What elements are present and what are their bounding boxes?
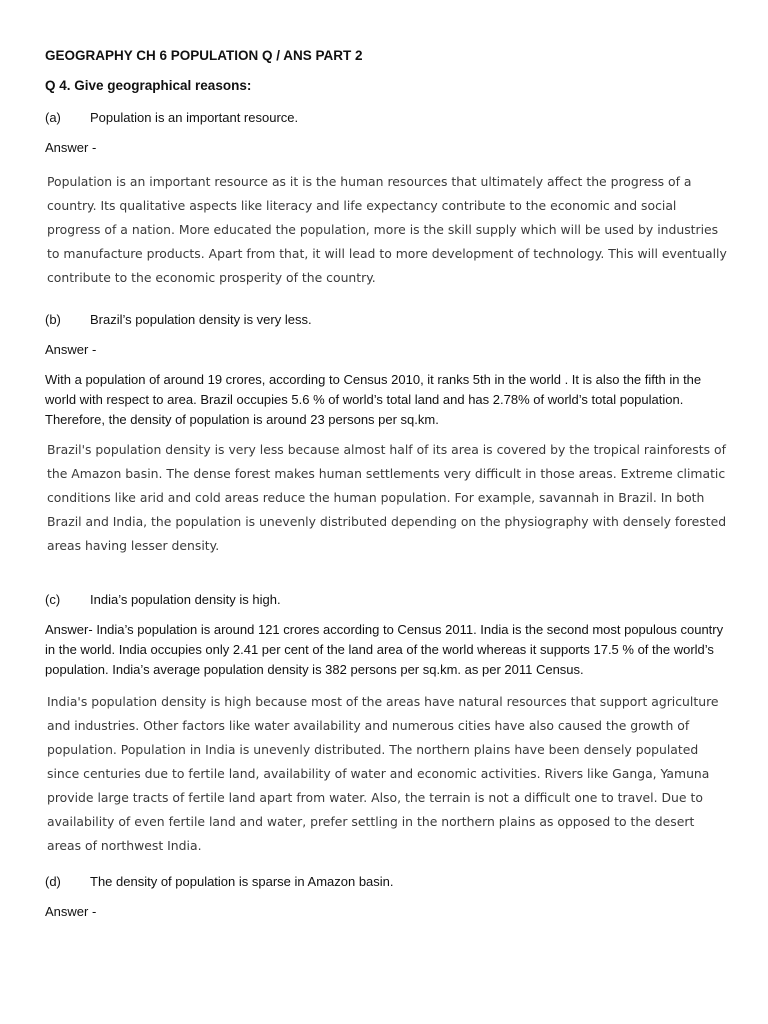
item-a-statement: Population is an important resource. [90,110,299,125]
item-c-scanned-answer: India's population density is high because most of the areas have natural resources that support agriculture and industries. Other factors like water availability and numerous cities have also caused the growth of population. Population in India is unevenly distributed. The northern plains have been densely populated since centuries due to fertile land, availability of water and economic activities. Rivers like Ganga, Yamuna provide large tracts of fertile land apart from water. Also, the terrain is not a difficult one to travel. Due to availability of even fertile land and water, prefer settling in the northern plains as opposed to the desert areas of northwest India. [47,694,719,853]
item-c-marker: (c) [45,592,61,607]
item-a-marker: (a) [45,110,61,125]
item-b-marker: (b) [45,312,61,327]
item-c [45,592,281,608]
item-d-answer-label: Answer - [45,904,97,919]
item-b-statement: Brazil’s population density is very less. [90,312,312,327]
item-a [45,110,298,126]
item-d-statement: The density of population is sparse in Amazon basin. [90,874,394,889]
item-c-answer-label: Answer- [45,622,93,637]
item-a-answer-label: Answer - [45,140,97,155]
item-b [45,312,312,328]
item-b-answer-text: With a population of around 19 crores, according to Census 2010, it ranks 5th in the world . It is also the fifth in the world with respect to area. Brazil occupies 5.6 % of world’s total land and has 2.78% of world’s total population. Therefore, the density of population is around 23 persons per sq.km. [45,372,702,427]
item-c-answer-text: India’s population is around 121 crores according to Census 2011. India is the second most populous country in the world. India occupies only 2.41 per cent of the land area of the world whereas it supports 17.5 % of the world’s population. India’s average population density is 382 persons per sq.km. as per 2011 Census. [45,622,724,677]
question-heading: Q 4. Give geographical reasons: [45,78,252,93]
item-d [45,874,394,890]
item-b-scanned-answer: Brazil's population density is very less because almost half of its area is covered by the tropical rainforests of the Amazon basin. The dense forest makes human settlements very difficult in those areas. Extreme climatic conditions like arid and cold areas reduce the human population. For example, savannah in Brazil. In both Brazil and India, the population is unevenly distributed depending on the physiography with densely forested areas having lesser density. [47,442,727,553]
document-title: GEOGRAPHY CH 6 POPULATION Q / ANS PART 2 [45,48,363,63]
item-d-marker: (d) [45,874,61,889]
item-b-answer-label: Answer - [45,342,97,357]
item-c-statement: India’s population density is high. [90,592,281,607]
item-c-answer [45,620,725,680]
item-a-scanned-answer: Population is an important resource as it is the human resources that ultimately affect the progress of a country. Its qualitative aspects like literacy and life expectancy contribute to the economic and social progress of a nation. More educated the population, more is the skill supply which will be used by industries to manufacture products. Apart from that, it will lead to more development of technology. This will eventually contribute to the economic prosperity of the country. [47,174,727,285]
